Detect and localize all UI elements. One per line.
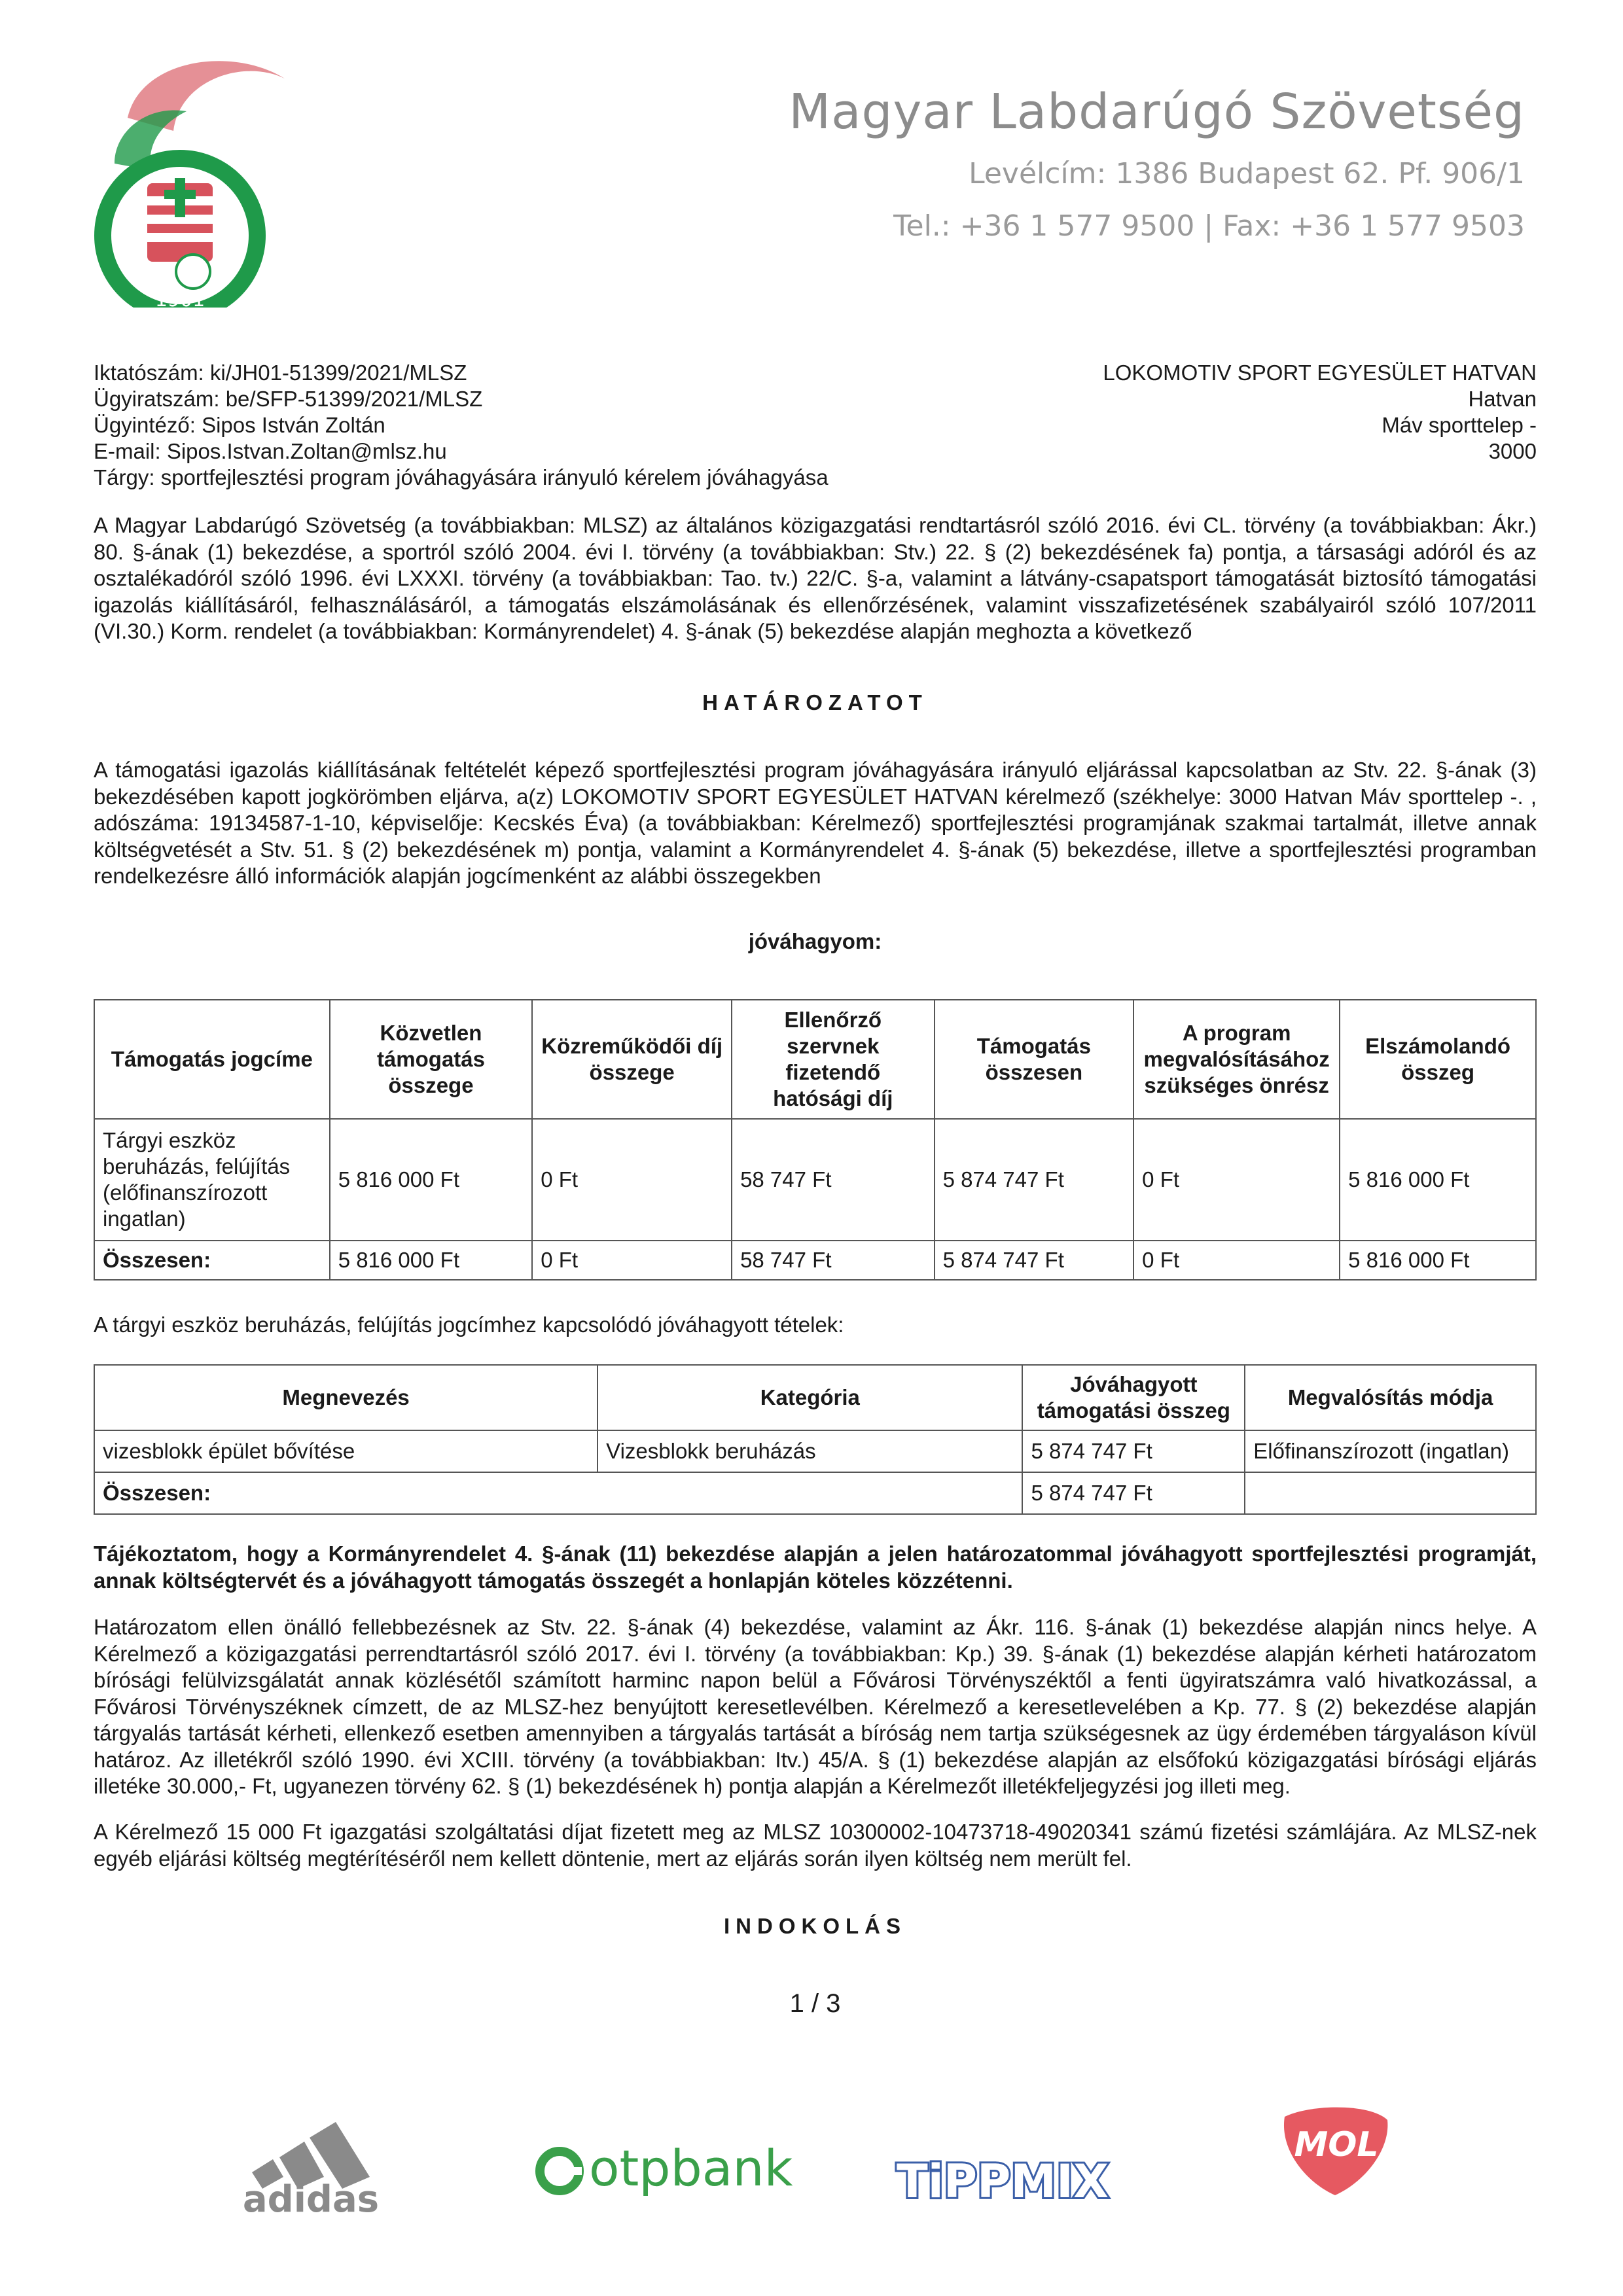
- table-header-row: [94, 1000, 1536, 1119]
- file-number: Ügyiratszám: be/SFP-51399/2021/MLSZ: [94, 387, 483, 411]
- table-cell: 5 816 000 Ft: [1340, 1241, 1536, 1280]
- col-header: Kategória: [597, 1365, 1022, 1430]
- approved-items-intro: A tárgyi eszköz beruházás, felújítás jogcímhez kapcsolódó jóváhagyott tételek:: [94, 1313, 844, 1337]
- email: E-mail: Sipos.Istvan.Zoltan@mlsz.hu: [94, 439, 447, 463]
- fee-paragraph: A Kérelmező 15 000 Ft igazgatási szolgáltatási díjat fizetett meg az MLSZ 10300002-10473718-49020341 számú fizetési számlájára. Az MLSZ-nek egyéb eljárási költség megtérítéséről nem kellett döntenie, mert az eljárás során ilyen költség nem merült fel.: [94, 1820, 1537, 1871]
- svg-text:MOL: MOL: [1294, 2125, 1379, 2164]
- total-label: Összesen:: [94, 1241, 330, 1280]
- col-header: Közreműködői díj összege: [532, 1000, 732, 1119]
- table-cell: 5 874 747 Ft: [935, 1241, 1134, 1280]
- recipient-city: Hatvan: [1468, 387, 1537, 411]
- table-cell: Tárgyi eszköz beruházás, felújítás (előfinanszírozott ingatlan): [94, 1119, 330, 1241]
- table-cell: 5 816 000 Ft: [330, 1119, 533, 1241]
- col-header: Közvetlen támogatás összege: [330, 1000, 533, 1119]
- tippmix-logo: [885, 2153, 1120, 2215]
- table-total-row: [94, 1472, 1536, 1514]
- table-cell: 0 Ft: [1133, 1119, 1340, 1241]
- table-cell: 5 874 747 Ft: [935, 1119, 1134, 1241]
- recipient-address: [1103, 360, 1537, 465]
- col-header: A program megvalósításához szükséges önrész: [1133, 1000, 1340, 1119]
- svg-text:TiPPMIX: TiPPMIX: [896, 2155, 1109, 2208]
- table-cell: [1245, 1472, 1536, 1514]
- table-total-row: [94, 1241, 1536, 1280]
- recipient-name: LOKOMOTIV SPORT EGYESÜLET HATVAN: [1103, 361, 1537, 385]
- decision-heading: HATÁROZATOT: [702, 690, 928, 715]
- support-summary-table: [94, 999, 1537, 1280]
- table-cell: 5 816 000 Ft: [1340, 1119, 1536, 1241]
- svg-text:1901: 1901: [154, 289, 205, 308]
- table-cell: 0 Ft: [1133, 1241, 1340, 1280]
- col-header: Megvalósítás módja: [1245, 1365, 1536, 1430]
- org-name: Magyar Labdarúgó Szövetség: [789, 84, 1525, 140]
- recipient-zip: 3000: [1488, 439, 1537, 463]
- col-header: Jóváhagyott támogatási összeg: [1022, 1365, 1245, 1430]
- table-cell: 5 874 747 Ft: [1022, 1472, 1245, 1514]
- svg-text:adidas: adidas: [242, 2178, 380, 2215]
- svg-text:otpbank: otpbank: [589, 2139, 793, 2197]
- table-row: [94, 1430, 1536, 1472]
- col-header: Támogatás jogcíme: [94, 1000, 330, 1119]
- mol-logo: [1273, 2104, 1397, 2205]
- org-contact: Tel.: +36 1 577 9500 | Fax: +36 1 577 9503: [893, 209, 1525, 243]
- table-row: [94, 1119, 1536, 1241]
- page-number: 1 / 3: [789, 1989, 841, 2018]
- table-cell: Vizesblokk beruházás: [597, 1430, 1022, 1472]
- publication-notice: Tájékoztatom, hogy a Kormányrendelet 4. §-ának (11) bekezdése alapján a jelen határozatommal jóváhagyott sportfejlesztési programját, annak költségtervét és a jóváhagyott támogatás összegét a honlapján köteles közzétenni.: [94, 1542, 1537, 1593]
- col-header: Megnevezés: [94, 1365, 597, 1430]
- case-officer: Ügyintéző: Sipos István Zoltán: [94, 413, 385, 437]
- col-header: Ellenőrző szervnek fizetendő hatósági díj: [732, 1000, 935, 1119]
- col-header: Támogatás összesen: [935, 1000, 1134, 1119]
- recipient-street: Máv sporttelep -: [1382, 413, 1537, 437]
- table-cell: 0 Ft: [532, 1119, 732, 1241]
- mlsz-logo: [88, 33, 298, 308]
- approve-subheading: jóváhagyom:: [748, 929, 882, 953]
- otpbank-logo: [533, 2138, 795, 2207]
- appeal-paragraph: Határozatom ellen önálló fellebbezésnek az Stv. 22. §-ának (4) bekezdése, valamint az Ákr. 116. §-ának (1) bekezdése alapján nincs helye. A Kérelmező a közigazgatási perrendtartásról szóló 2017. évi I. törvény (a továbbiakban: Kp.) 39. §-ának (1) bekezdése alapján kérheti határozatom bírósági felülvizsgálatát annak közlésétől számított harminc napon belül a Fővárosi Törvényszéktől a fenti ügyiratszámra való hivatkozással, a Fővárosi Törvényszéknek címzett, de az MLSZ-hez benyújtott keresetlevélben. Kérelmező a keresetlevelében a Kp. 77. § (2) bekezdése alapján tárgyalás tartását kérheti, ellenkező esetben amennyiben a tárgyalás tartását a bíróság nem tartja szükségesnek az ügy érdemében tárgyaláson kívül határoz. Az illetékről szóló 1990. évi XCIII. törvény (a továbbiakban: Itv.) 45/A. § (1) bekezdése alapján az elsőfokú közigazgatási bírósági eljárás illetéke 30.000,- Ft, ugyanezen törvény 62. § (1) bekezdésének h) pontja alapján a Kérelmezőt illetékfeljegyzési jog illeti meg.: [94, 1615, 1537, 1798]
- decision-paragraph: A támogatási igazolás kiállításának feltételét képező sportfejlesztési program jóváhagyására irányuló eljárással kapcsolatban az Stv. 22. §-ának (3) bekezdésében kapott jogkörömben eljárva, a(z) LOKOMOTIV SPORT EGYESÜLET HATVAN kérelmező (székhelye: 3000 Hatvan Máv sporttelep -. , adószáma: 19134587-1-10, képviselője: Kecskés Éva) (a továbbiakban: Kérelmező) sportfejlesztési programjának szakmai tartalmát, illetve annak költségvetését a Stv. 51. § (2) bekezdésének m) pontja, valamint a Kormányrendelet 4. §-ának (5) bekezdése, illetve a sportfejlesztési programban rendelkezésre álló információk alapján jogcímenként az alábbi összegekben: [94, 758, 1537, 888]
- reg-number: Iktatószám: ki/JH01-51399/2021/MLSZ: [94, 361, 467, 385]
- table-cell: 58 747 Ft: [732, 1119, 935, 1241]
- reasoning-heading: INDOKOLÁS: [724, 1914, 906, 1938]
- table-cell: Előfinanszírozott (ingatlan): [1245, 1430, 1536, 1472]
- case-meta: [94, 360, 829, 491]
- approved-items-table: [94, 1364, 1537, 1515]
- subject: Tárgy: sportfejlesztési program jóváhagyására irányuló kérelem jóváhagyása: [94, 465, 829, 489]
- table-cell: 5 816 000 Ft: [330, 1241, 533, 1280]
- table-header-row: [94, 1365, 1536, 1430]
- col-header: Elszámolandó összeg: [1340, 1000, 1536, 1119]
- adidas-logo: [232, 2104, 389, 2218]
- total-label: Összesen:: [94, 1472, 1022, 1514]
- table-cell: 0 Ft: [532, 1241, 732, 1280]
- intro-paragraph: A Magyar Labdarúgó Szövetség (a továbbiakban: MLSZ) az általános közigazgatási rendtartásról szóló 2016. évi CL. törvény (a továbbiakban: Ákr.) 80. §-ának (1) bekezdése, a sportról szóló 2004. évi I. törvény (a továbbiakban: Stv.) 22. § (2) bekezdésének fa) pontja, a társasági adóról és az osztalékadóról szóló 1996. évi LXXXI. törvény (a továbbiakban: Tao. tv.) 22/C. §-a, valamint a látvány-csapatsport támogatását biztosító támogatási igazolás kiállításáról, felhasználásáról, a támogatás elszámolásának és ellenőrzésének, valamint visszafizetésének szabályairól szóló 107/2011 (VI.30.) Korm. rendelet (a továbbiakban: Kormányrendelet) 4. §-ának (5) bekezdése alapján meghozta a következő: [94, 513, 1537, 643]
- org-address: Levélcím: 1386 Budapest 62. Pf. 906/1: [969, 157, 1525, 190]
- table-cell: 58 747 Ft: [732, 1241, 935, 1280]
- table-cell: 5 874 747 Ft: [1022, 1430, 1245, 1472]
- table-cell: vizesblokk épület bővítése: [94, 1430, 597, 1472]
